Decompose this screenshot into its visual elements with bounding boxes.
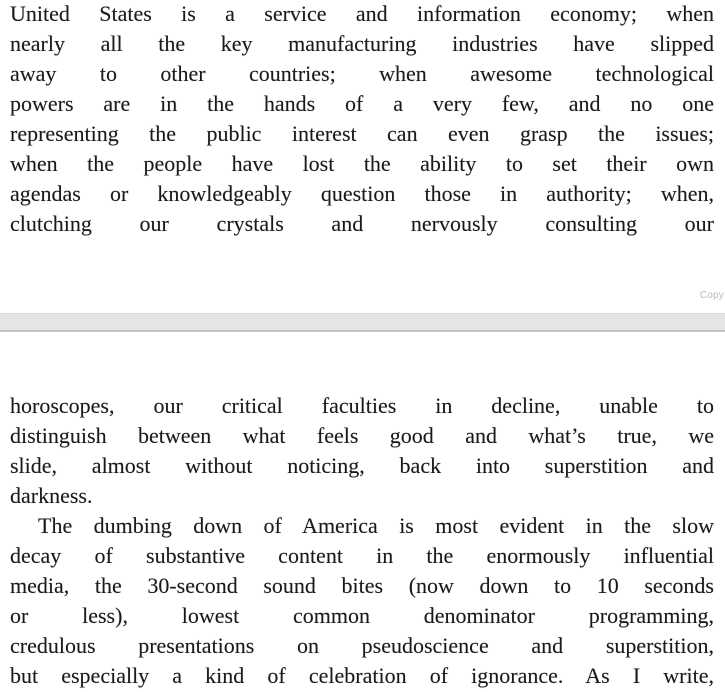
text-line: credulous presentations on pseudoscience and superstition, (10, 633, 714, 658)
text-line: powers are in the hands of a very few, and no one (10, 91, 714, 116)
text-line: away to other countries; when awesome technological (10, 61, 714, 86)
text-line: horoscopes, our critical faculties in decline, unable to (10, 393, 714, 418)
text-line: nearly all the key manufacturing industries have slipped (10, 31, 714, 56)
text-line: The dumbing down of America is most evident in the slow (38, 513, 714, 538)
text-line: representing the public interest can even grasp the issues; (10, 121, 714, 146)
text-line: when the people have lost the ability to set their own (10, 151, 714, 176)
text-line: media, the 30-second sound bites (now down to 10 seconds (10, 573, 714, 598)
page-bottom-text-block (10, 391, 714, 691)
copyright-notice: Copy (699, 290, 724, 301)
text-line: slide, almost without noticing, back into superstition and (10, 453, 714, 478)
text-line: decay of substantive content in the enormously influential (10, 543, 714, 568)
text-line: agendas or knowledgeably question those in authority; when, (10, 181, 714, 206)
text-line: or less), lowest common denominator programming, (10, 603, 714, 628)
page-separator-bar (0, 313, 725, 332)
text-line: distinguish between what feels good and what’s true, we (10, 423, 714, 448)
text-line: but especially a kind of celebration of ignorance. As I write, (10, 663, 714, 688)
text-line: United States is a service and information economy; when (10, 1, 714, 26)
page-top-text-block (10, 0, 714, 239)
text-line: darkness. (10, 483, 93, 508)
text-line: clutching our crystals and nervously consulting our (10, 211, 714, 236)
